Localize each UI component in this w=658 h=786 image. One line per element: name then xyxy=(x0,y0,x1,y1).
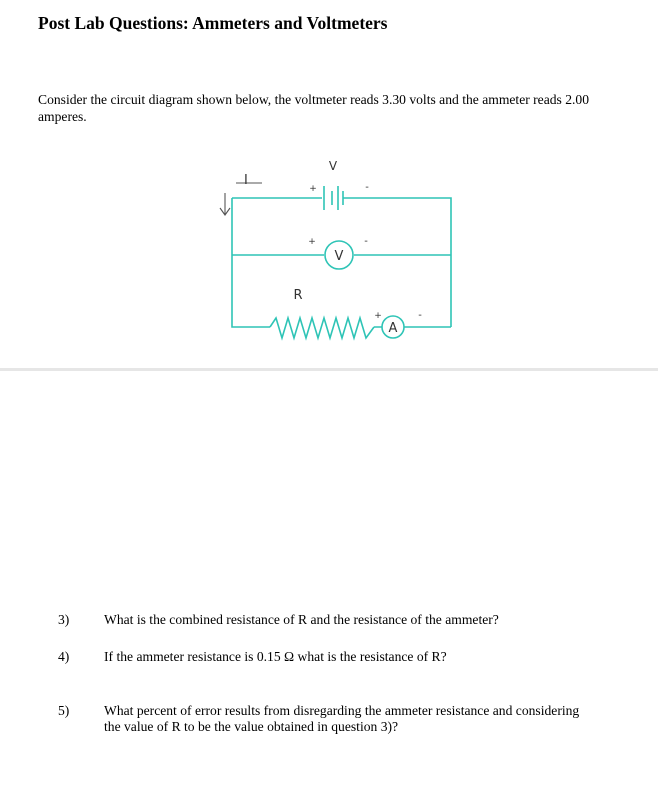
voltmeter-minus: - xyxy=(364,236,368,247)
ammeter-plus: + xyxy=(374,311,382,321)
ammeter-minus: - xyxy=(418,310,422,321)
ammeter-symbol: A xyxy=(388,321,398,336)
voltmeter-symbol: V xyxy=(334,249,344,264)
section-divider xyxy=(0,368,658,371)
question-text: What percent of error results from disregarding the ammeter resistance and considering the value of R to be the value obtained in question 3)? xyxy=(104,703,580,734)
page-title: Post Lab Questions: Ammeters and Voltmeters xyxy=(38,13,388,33)
question-text: If the ammeter resistance is 0.15 Ω what is the resistance of R? xyxy=(104,649,447,664)
battery-minus: - xyxy=(365,182,369,193)
resistor-zigzag xyxy=(270,318,374,338)
battery-label: V xyxy=(328,159,338,173)
resistor-label: R xyxy=(293,288,303,303)
voltmeter-plus: + xyxy=(308,237,316,247)
intro-paragraph: Consider the circuit diagram shown below, the voltmeter reads 3.30 volts and the ammeter reads 2.00 amperes. xyxy=(38,92,590,124)
question-number: 4) xyxy=(58,649,70,664)
battery-plus: + xyxy=(309,184,317,194)
question-number: 5) xyxy=(58,703,70,718)
circuit-diagram xyxy=(0,150,658,350)
question-text: What is the combined resistance of R and the resistance of the ammeter? xyxy=(104,612,499,627)
question-number: 3) xyxy=(58,612,70,627)
left-wire xyxy=(232,198,270,327)
current-label: I xyxy=(244,173,248,188)
